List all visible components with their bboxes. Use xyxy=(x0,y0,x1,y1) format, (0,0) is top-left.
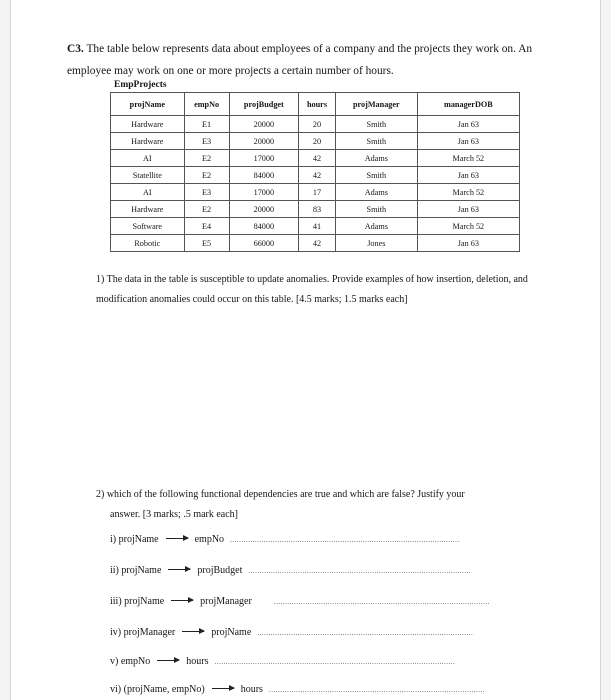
cell-hours: 20 xyxy=(299,133,336,150)
fd-item xyxy=(110,534,510,545)
fd-item xyxy=(110,684,510,695)
cell-managerdob: Jan 63 xyxy=(417,235,519,252)
fd-number: i) xyxy=(110,534,117,545)
table-row xyxy=(111,184,520,201)
cell-projmanager: Smith xyxy=(335,133,417,150)
table-header-row xyxy=(111,93,520,116)
header-managerdob: managerDOB xyxy=(417,93,519,116)
cell-managerdob: March 52 xyxy=(417,184,519,201)
fd-rhs: projBudget xyxy=(197,565,243,576)
header-empno: empNo xyxy=(184,93,229,116)
header-projname: projName xyxy=(111,93,185,116)
header-projmanager: projManager xyxy=(335,93,417,116)
arrow-right-icon xyxy=(171,600,193,601)
question-1: 1) The data in the table is susceptible to update anomalies. Provide examples of how insertion, deletion, and modification anomalies could occur on this table. [4.5 marks; 1.5 marks each] xyxy=(96,274,528,305)
header-hours: hours xyxy=(299,93,336,116)
fd-number: v) xyxy=(110,656,119,667)
cell-projname: Hardware xyxy=(111,116,185,133)
table-row xyxy=(111,133,520,150)
cell-projmanager: Adams xyxy=(335,184,417,201)
question-2-line-1: 2) which of the following functional dependencies are true and which are false? Justify your xyxy=(96,489,465,500)
arrow-right-icon xyxy=(212,688,234,689)
fd-number: iii) xyxy=(110,596,122,607)
fd-rhs: empNo xyxy=(194,534,225,545)
cell-managerdob: Jan 63 xyxy=(417,201,519,218)
cell-projbudget: 20000 xyxy=(229,201,299,218)
cell-projname: Software xyxy=(111,218,185,235)
answer-dotted-line[interactable]: ...................................................................................................... xyxy=(230,536,460,544)
cell-hours: 17 xyxy=(299,184,336,201)
cell-projname: AI xyxy=(111,150,185,167)
cell-empno: E2 xyxy=(184,201,229,218)
cell-projmanager: Jones xyxy=(335,235,417,252)
fd-rhs: projManager xyxy=(200,596,252,607)
cell-projmanager: Smith xyxy=(335,116,417,133)
fd-number: vi) xyxy=(110,684,122,695)
cell-projbudget: 20000 xyxy=(229,133,299,150)
fd-lhs: (projName, empNo) xyxy=(123,684,205,695)
intro-text: The table below represents data about employees of a company and the projects they work on. An employee may work on one or more projects a certain number of hours. xyxy=(67,43,533,77)
question-intro xyxy=(67,38,547,82)
fd-rhs: hours xyxy=(186,656,209,667)
fd-lhs: projName xyxy=(118,534,159,545)
fd-lhs: projManager xyxy=(123,627,176,638)
cell-projname: Robotic xyxy=(111,235,185,252)
arrow-right-icon xyxy=(182,631,204,632)
emp-projects-table xyxy=(110,92,520,252)
answer-dotted-line[interactable]: ........................................................................................................... xyxy=(214,658,456,666)
fd-item xyxy=(110,656,510,667)
cell-hours: 41 xyxy=(299,218,336,235)
cell-projbudget: 20000 xyxy=(229,116,299,133)
cell-projbudget: 17000 xyxy=(229,150,299,167)
question-label: C3. xyxy=(67,43,84,55)
table-row xyxy=(111,235,520,252)
question-2-line-2: answer. [3 marks; .5 mark each] xyxy=(110,509,239,520)
cell-managerdob: Jan 63 xyxy=(417,116,519,133)
table-row xyxy=(111,116,520,133)
answer-dotted-line[interactable]: ................................................................................................ xyxy=(268,686,485,694)
fd-item xyxy=(110,565,510,576)
answer-dotted-line[interactable]: ................................................................................................ xyxy=(273,598,490,606)
cell-hours: 42 xyxy=(299,150,336,167)
question-2 xyxy=(96,485,546,525)
fd-lhs: empNo xyxy=(120,656,151,667)
cell-projname: AI xyxy=(111,184,185,201)
cell-projmanager: Smith xyxy=(335,167,417,184)
table-row xyxy=(111,150,520,167)
header-projbudget: projBudget xyxy=(229,93,299,116)
cell-projmanager: Adams xyxy=(335,150,417,167)
cell-hours: 42 xyxy=(299,235,336,252)
cell-empno: E2 xyxy=(184,150,229,167)
arrow-right-icon xyxy=(157,660,179,661)
arrow-right-icon xyxy=(168,569,190,570)
cell-empno: E2 xyxy=(184,167,229,184)
cell-empno: E5 xyxy=(184,235,229,252)
fd-number: iv) xyxy=(110,627,122,638)
table-row xyxy=(111,167,520,184)
fd-rhs: projName xyxy=(211,627,252,638)
fd-lhs: projName xyxy=(124,596,165,607)
table-title: EmpProjects xyxy=(114,80,167,90)
cell-hours: 20 xyxy=(299,116,336,133)
arrow-right-icon xyxy=(166,538,188,539)
fd-rhs: hours xyxy=(240,684,263,695)
fd-item xyxy=(110,627,510,638)
cell-empno: E3 xyxy=(184,184,229,201)
cell-projname: Hardware xyxy=(111,201,185,218)
cell-projname: Hardware xyxy=(111,133,185,150)
cell-projmanager: Smith xyxy=(335,201,417,218)
table-row xyxy=(111,201,520,218)
fd-number: ii) xyxy=(110,565,119,576)
cell-empno: E3 xyxy=(184,133,229,150)
cell-managerdob: Jan 63 xyxy=(417,133,519,150)
cell-managerdob: March 52 xyxy=(417,150,519,167)
answer-dotted-line[interactable]: ................................................................................................... xyxy=(248,567,472,575)
cell-managerdob: Jan 63 xyxy=(417,167,519,184)
table-row xyxy=(111,218,520,235)
cell-empno: E4 xyxy=(184,218,229,235)
fd-item xyxy=(110,596,515,607)
cell-projmanager: Adams xyxy=(335,218,417,235)
cell-projbudget: 84000 xyxy=(229,167,299,184)
cell-managerdob: March 52 xyxy=(417,218,519,235)
answer-dotted-line[interactable]: ................................................................................................ xyxy=(257,629,474,637)
cell-projbudget: 66000 xyxy=(229,235,299,252)
cell-projbudget: 17000 xyxy=(229,184,299,201)
cell-projbudget: 84000 xyxy=(229,218,299,235)
cell-hours: 83 xyxy=(299,201,336,218)
cell-hours: 42 xyxy=(299,167,336,184)
cell-empno: E1 xyxy=(184,116,229,133)
fd-lhs: projName xyxy=(121,565,162,576)
cell-projname: Statellite xyxy=(111,167,185,184)
